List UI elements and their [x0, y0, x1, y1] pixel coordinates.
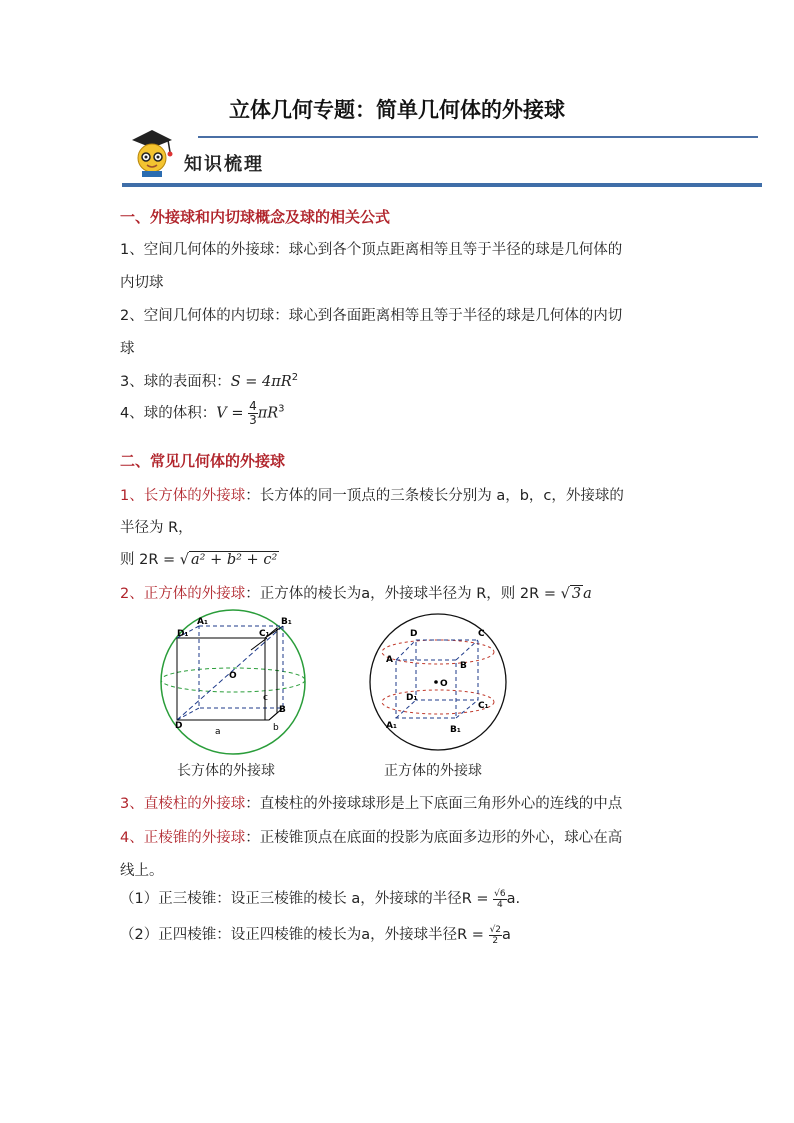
s2-c4-sub2-prefix: （2）正四棱锥：设正四棱锥的棱长为a，外接球半径R =	[120, 927, 489, 943]
s1-item4-rest: πR	[257, 405, 279, 422]
s2-c1-num: 1、	[120, 488, 144, 504]
s2-c1-line2: 半径为 R，	[120, 520, 193, 536]
s2-c2-radicand: 3	[571, 586, 582, 602]
s2-c3-text: ：直棱柱的外接球球形是上下底面三角形外心的连线的中点	[245, 796, 623, 812]
s2-c3-term: 直棱柱的外接球	[143, 796, 246, 812]
s1-item2-line2: 球	[120, 341, 135, 357]
s1-item3-formula: S = 4πR	[230, 374, 292, 390]
page-title: 立体几何专题：简单几何体的外接球	[229, 98, 565, 122]
s2-c4-sub1-den: 4	[497, 899, 503, 910]
s2-c4-sub2-den: 2	[492, 935, 499, 946]
fig2-label-B: B	[460, 661, 467, 671]
figure-cube-sphere	[366, 608, 516, 756]
s2-c4-sub1-num: √6	[494, 888, 506, 899]
s2-c4-text: ：正棱锥顶点在底面的投影为底面多边形的外心，球心在高	[245, 830, 623, 846]
s1-item4-exp: 3	[278, 403, 285, 415]
banner-bottom-rule	[122, 183, 762, 187]
s2-c4-sub2-tail: a	[502, 927, 511, 943]
s1-item3-prefix: 3、球的表面积：	[120, 374, 231, 390]
s1-item1-line1: 1、空间几何体的外接球：球心到各个顶点距离相等且等于半径的球是几何体的	[120, 242, 623, 258]
fig1-label-C1: C₁	[259, 629, 270, 639]
fig1-label-b: b	[273, 723, 279, 733]
s2-c4-line1	[120, 826, 622, 847]
fig1-label-B: B	[279, 705, 286, 715]
s1-item4-fraction	[248, 400, 258, 427]
s2-c1-line3-prefix: 则 2R =	[120, 552, 176, 568]
fig2-label-A1: A₁	[386, 721, 397, 731]
fig1-label-D: D	[175, 721, 183, 731]
fig2-label-C: C	[478, 629, 485, 639]
s2-c4-sub1	[120, 887, 520, 910]
s2-c1-text: ：长方体的同一顶点的三条棱长分别为 a，b，c，外接球的	[245, 488, 624, 504]
s1-item3	[120, 370, 298, 391]
s2-c1-radicand: a² + b² + c²	[191, 552, 278, 568]
fig2-label-A: A	[386, 655, 393, 665]
s2-c3-num: 3、	[120, 796, 144, 812]
fig2-label-B1: B₁	[450, 725, 461, 735]
s2-c4-sub2	[120, 923, 511, 946]
s1-item3-exp: 2	[291, 372, 299, 384]
figure2-caption: 正方体的外接球	[384, 763, 482, 779]
figure-cuboid-sphere	[155, 608, 315, 756]
section2-heading: 二、常见几何体的外接球	[120, 452, 286, 470]
s2-c1-line1	[120, 484, 624, 505]
fig1-label-D1: D₁	[177, 629, 189, 639]
fig1-label-O: O	[229, 671, 237, 681]
s2-c4-sub1-fraction	[493, 889, 506, 910]
s2-c4-line2: 线上。	[120, 863, 164, 879]
s2-c2-text: ：正方体的棱长为a，外接球半径为 R，则 2R =	[245, 586, 561, 602]
s2-c1-line3: 则 2R = √ a² + b² + c²	[120, 552, 278, 568]
s2-c2-num: 2、	[120, 586, 144, 602]
fig2-label-O: O	[440, 679, 448, 689]
s2-c4-term: 正棱锥的外接球	[143, 830, 246, 846]
s2-c4-sub1-prefix: （1）正三棱锥：设正三棱锥的棱长 a，外接球的半径R =	[120, 891, 494, 907]
s2-c4-sub1-tail: a.	[506, 891, 521, 907]
banner-top-rule	[198, 136, 758, 138]
fig2-label-D1: D₁	[406, 693, 418, 703]
s2-c4-sub2-fraction	[489, 925, 502, 946]
s1-item4	[120, 400, 285, 427]
s2-c2-line1: 2、正方体的外接球：正方体的棱长为a，外接球半径为 R，则 2R = √ 3 a	[120, 586, 592, 602]
mascot-icon	[122, 126, 180, 178]
s2-c2-term: 正方体的外接球	[143, 586, 246, 602]
fig2-label-D: D	[410, 629, 418, 639]
s1-item4-lhs: V =	[216, 405, 244, 422]
fig1-label-B1: B₁	[281, 617, 292, 627]
s2-c2-tail: a	[583, 586, 592, 602]
fig1-label-c: c	[263, 693, 268, 703]
s2-c4-num: 4、	[120, 830, 144, 846]
figure1-caption: 长方体的外接球	[177, 763, 275, 779]
fig1-label-A1: A₁	[197, 617, 208, 627]
s1-item4-prefix: 4、球的体积：	[120, 405, 217, 422]
s1-item2-line1: 2、空间几何体的内切球：球心到各面距离相等且等于半径的球是几何体的内切	[120, 308, 623, 324]
s2-c4-sub2-num: √2	[489, 924, 502, 935]
fig2-label-C1: C₁	[478, 701, 489, 711]
s2-c1-term: 长方体的外接球	[143, 488, 246, 504]
fig1-label-a: a	[215, 727, 221, 737]
banner-label: 知识梳理	[184, 154, 264, 175]
s2-c3-line1	[120, 792, 622, 813]
s1-item4-num: 4	[249, 399, 257, 413]
section1-heading: 一、外接球和内切球概念及球的相关公式	[120, 208, 391, 226]
s1-item1-line2: 内切球	[120, 275, 164, 291]
s1-item4-den: 3	[249, 413, 257, 427]
